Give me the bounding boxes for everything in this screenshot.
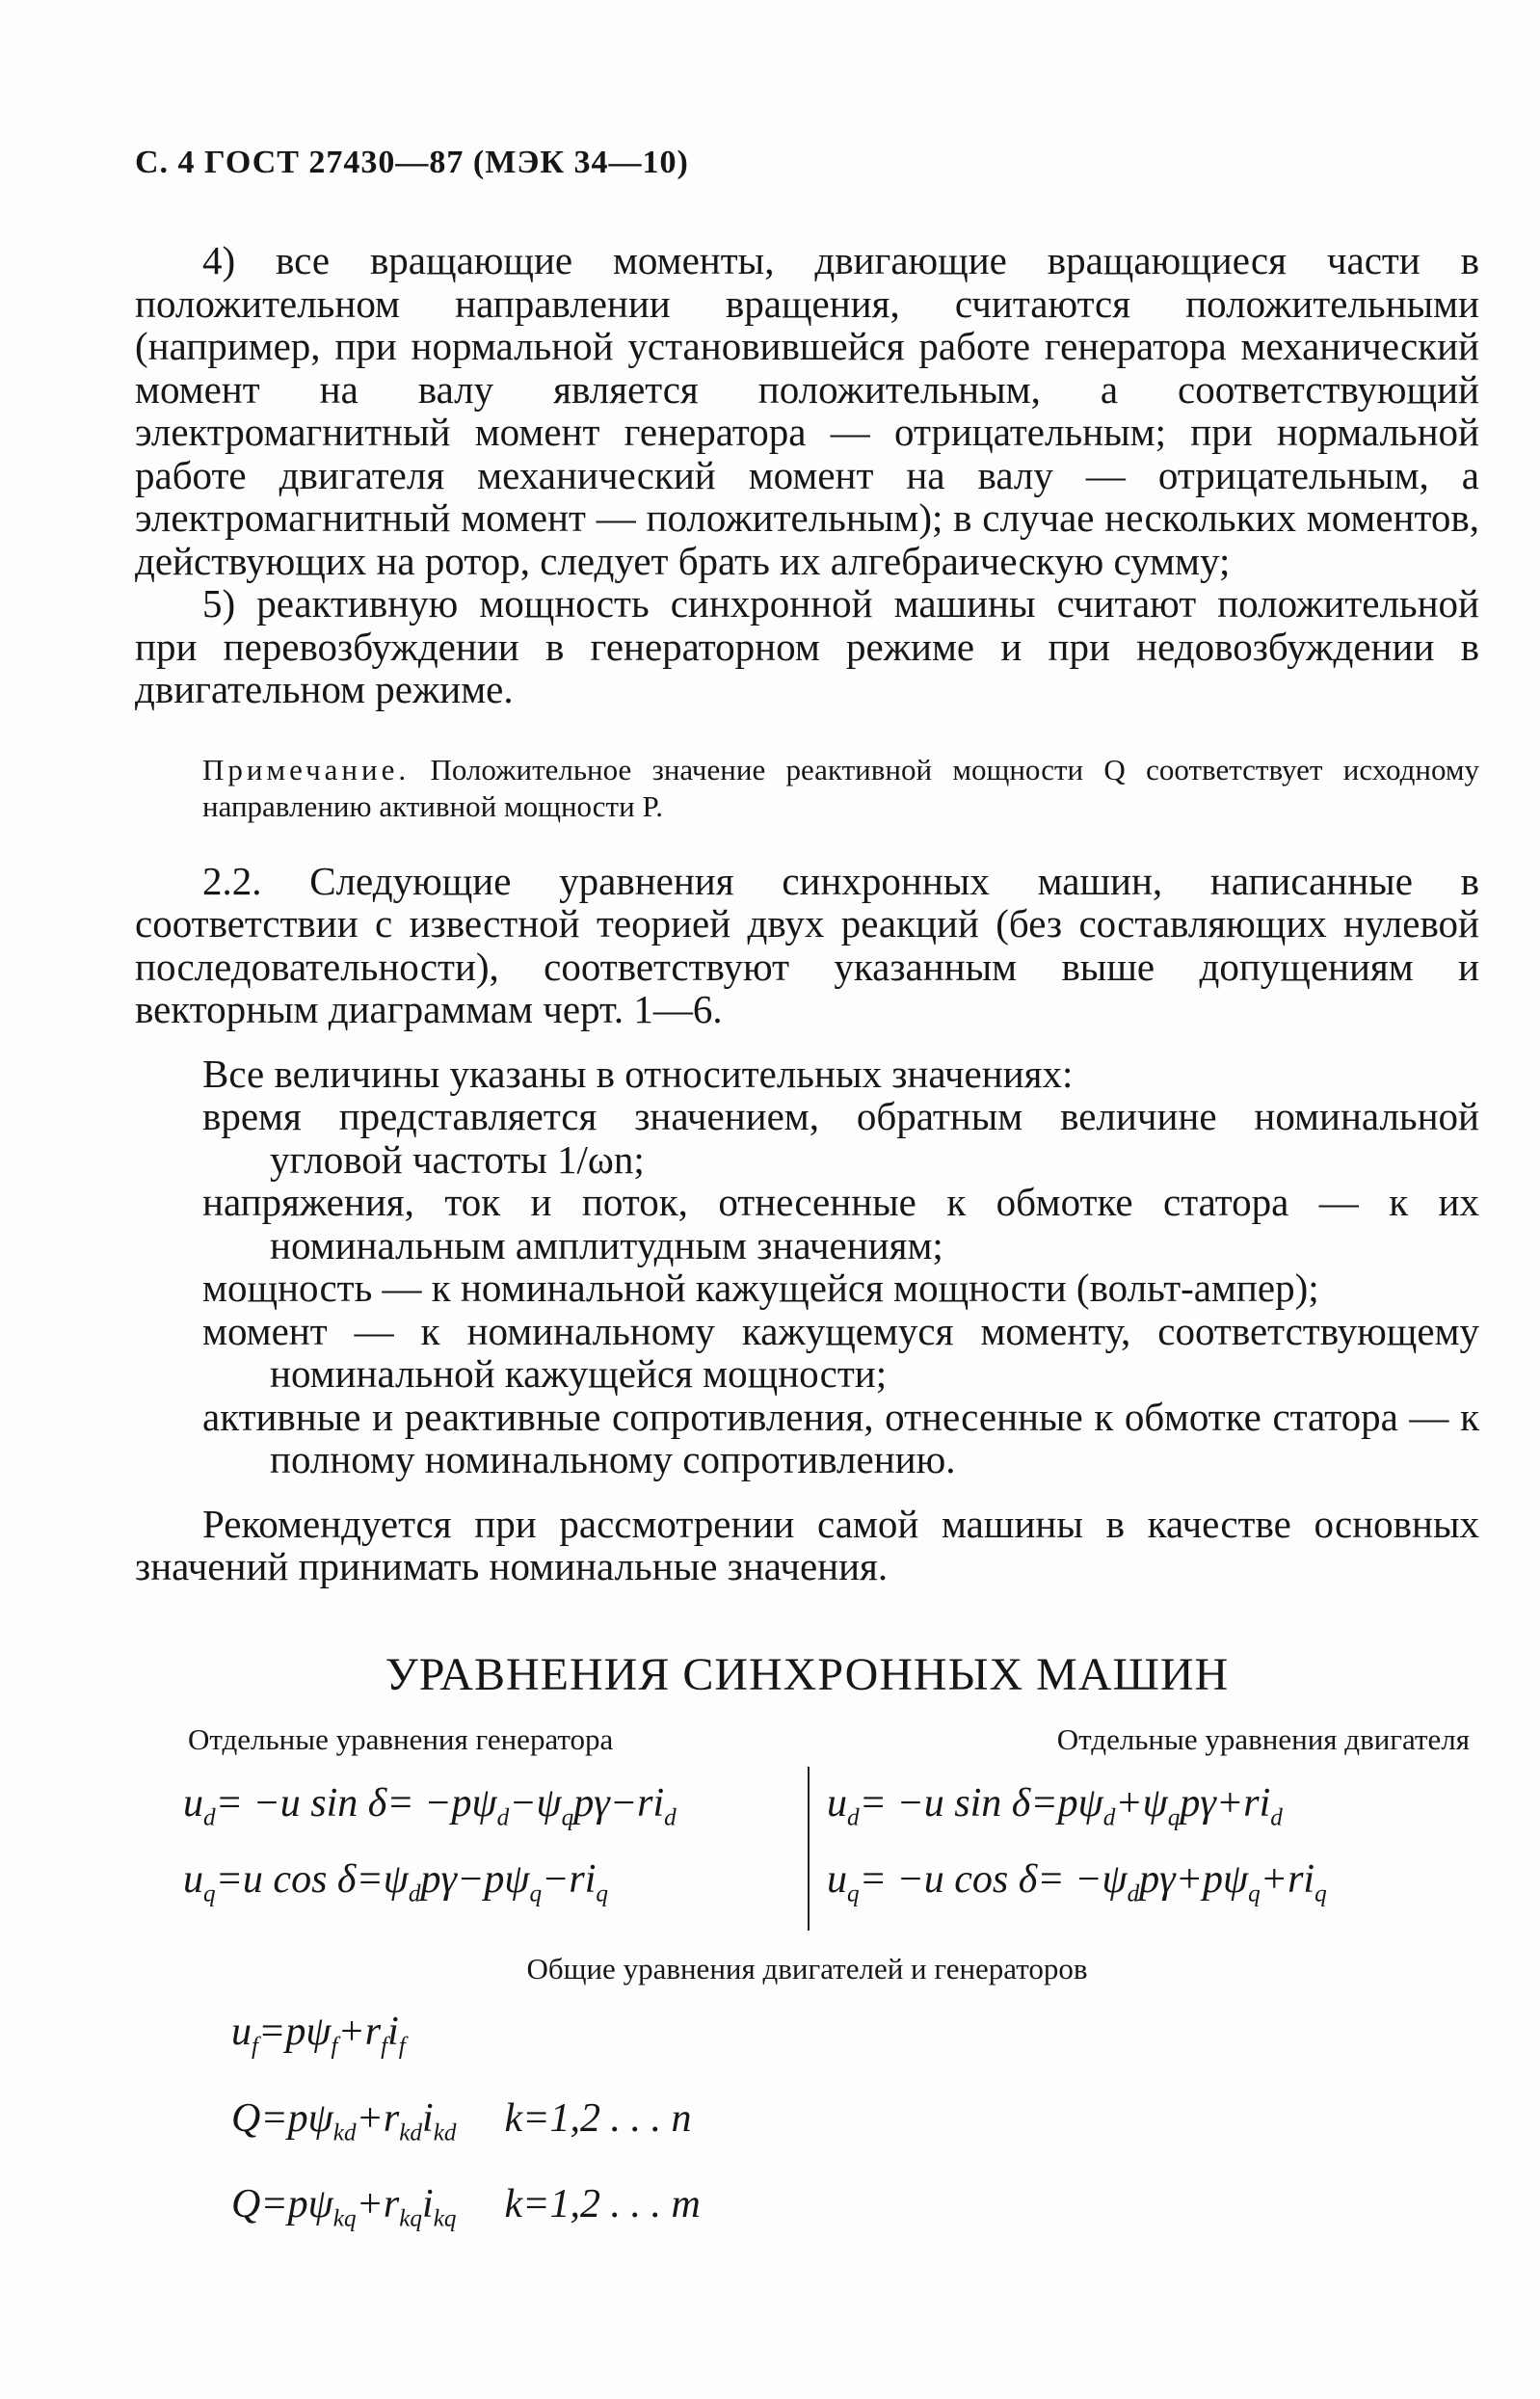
paragraph-all-values: Все величины указаны в относительных значениях: — [202, 1051, 1074, 1096]
list-item-4: 4) все вращающие моменты, двигающие вращающиеся части в положительном направлении вращения, считаются положительными (например, при нормальной установившейся работе генератора механический момент на валу является положительным, а соответствующий электромагнитный момент генератора — отрицательным; при нормальной работе двигателя механический момент на валу — отрицательным, а электромагнитный момент — положительным); в случае нескольких моментов, действующих на ротор, следует брать их алгебраическую сумму; — [135, 238, 1479, 583]
note — [202, 752, 1479, 825]
equation-kq: $Q=p\psi_{kq}+r_{kq}i_{kq}$ k=1,2 . . . m — [231, 2182, 701, 2232]
equation-uf: $u_f=p\psi_f+r_fi_f$ — [231, 2010, 406, 2060]
equation-gen-ud: $u_d= -u$ $\sin \delta= -p\psi_d-\psi_qp\gamma-ri_d$ — [183, 1780, 677, 1830]
paragraph-recommend: Рекомендуется при рассмотрении самой машины в качестве основных значений принимать номинальные значения. — [135, 1501, 1479, 1588]
list-item-5: 5) реактивную мощность синхронной машины считают положительной при перевозбуждении в генераторном режиме и при недовозбуждении в двигательном режиме. — [135, 581, 1479, 711]
k-range-d: k=1,2 . . . n — [504, 2095, 692, 2141]
equation-gen-uq: $u_q=u$ $\cos \delta=\psi_dp\gamma-p\psi_q-ri_q$ — [183, 1856, 608, 1907]
generator-equations — [135, 1767, 810, 1932]
document-page — [135, 145, 1479, 2254]
equation-mot-uq: $u_q= -u$ $\cos \delta= -\psi_dp\gamma+p\psi_q+ri_q$ — [827, 1856, 1327, 1907]
paragraph-2-2: 2.2. Следующие уравнения синхронных машин, написанные в соответствии с известной теорией двух реакций (без составляющих нулевой последовательности), соответствуют указанным выше допущениям и векторным диаграммам черт. 1—6. — [135, 858, 1479, 1031]
page-header: С. 4 ГОСТ 27430—87 (МЭК 34—10) — [135, 145, 689, 180]
equation-headings — [188, 1722, 1470, 1757]
paragraph-resistances: активные и реактивные сопротивления, отнесенные к обмотке статора — к полному номинальному сопротивлению. — [202, 1394, 1479, 1481]
paragraph-voltages: напряжения, ток и поток, отнесенные к обмотке статора — к их номинальным амплитудным значениям; — [202, 1180, 1479, 1267]
section-title: УРАВНЕНИЯ СИНХРОННЫХ МАШИН — [385, 1648, 1230, 1700]
equation-kd: $Q=p\psi_{kd}+r_{kd}i_{kd}$ k=1,2 . . . n — [231, 2095, 692, 2146]
equation-mot-ud: $u_d= -u$ $\sin \delta=p\psi_d+\psi_qp\gamma+ri_d$ — [827, 1780, 1283, 1830]
paragraph-power: мощность — к номинальной кажущейся мощности (вольт-ампер); — [202, 1266, 1319, 1310]
note-text: Положительное значение реактивной мощности Q соответствует исходному направлению активной мощности P. — [202, 752, 1479, 823]
motor-heading: Отдельные уравнения двигателя — [1056, 1721, 1470, 1756]
common-heading: Общие уравнения двигателей и генераторов — [526, 1952, 1088, 1986]
note-label: Примечание. — [202, 752, 411, 786]
equation-table — [135, 1767, 1479, 1932]
paragraph-time: время представляется значением, обратным величине номинальной угловой частоты 1/ωn; — [202, 1094, 1479, 1182]
k-range-q: k=1,2 . . . m — [504, 2182, 701, 2227]
common-equations — [231, 1996, 1479, 2254]
paragraph-torque: момент — к номинальному кажущемуся моменту, соответствующему номинальной кажущейся мощности; — [202, 1308, 1479, 1396]
motor-equations — [810, 1767, 1344, 1932]
generator-heading: Отдельные уравнения генератора — [188, 1721, 614, 1756]
